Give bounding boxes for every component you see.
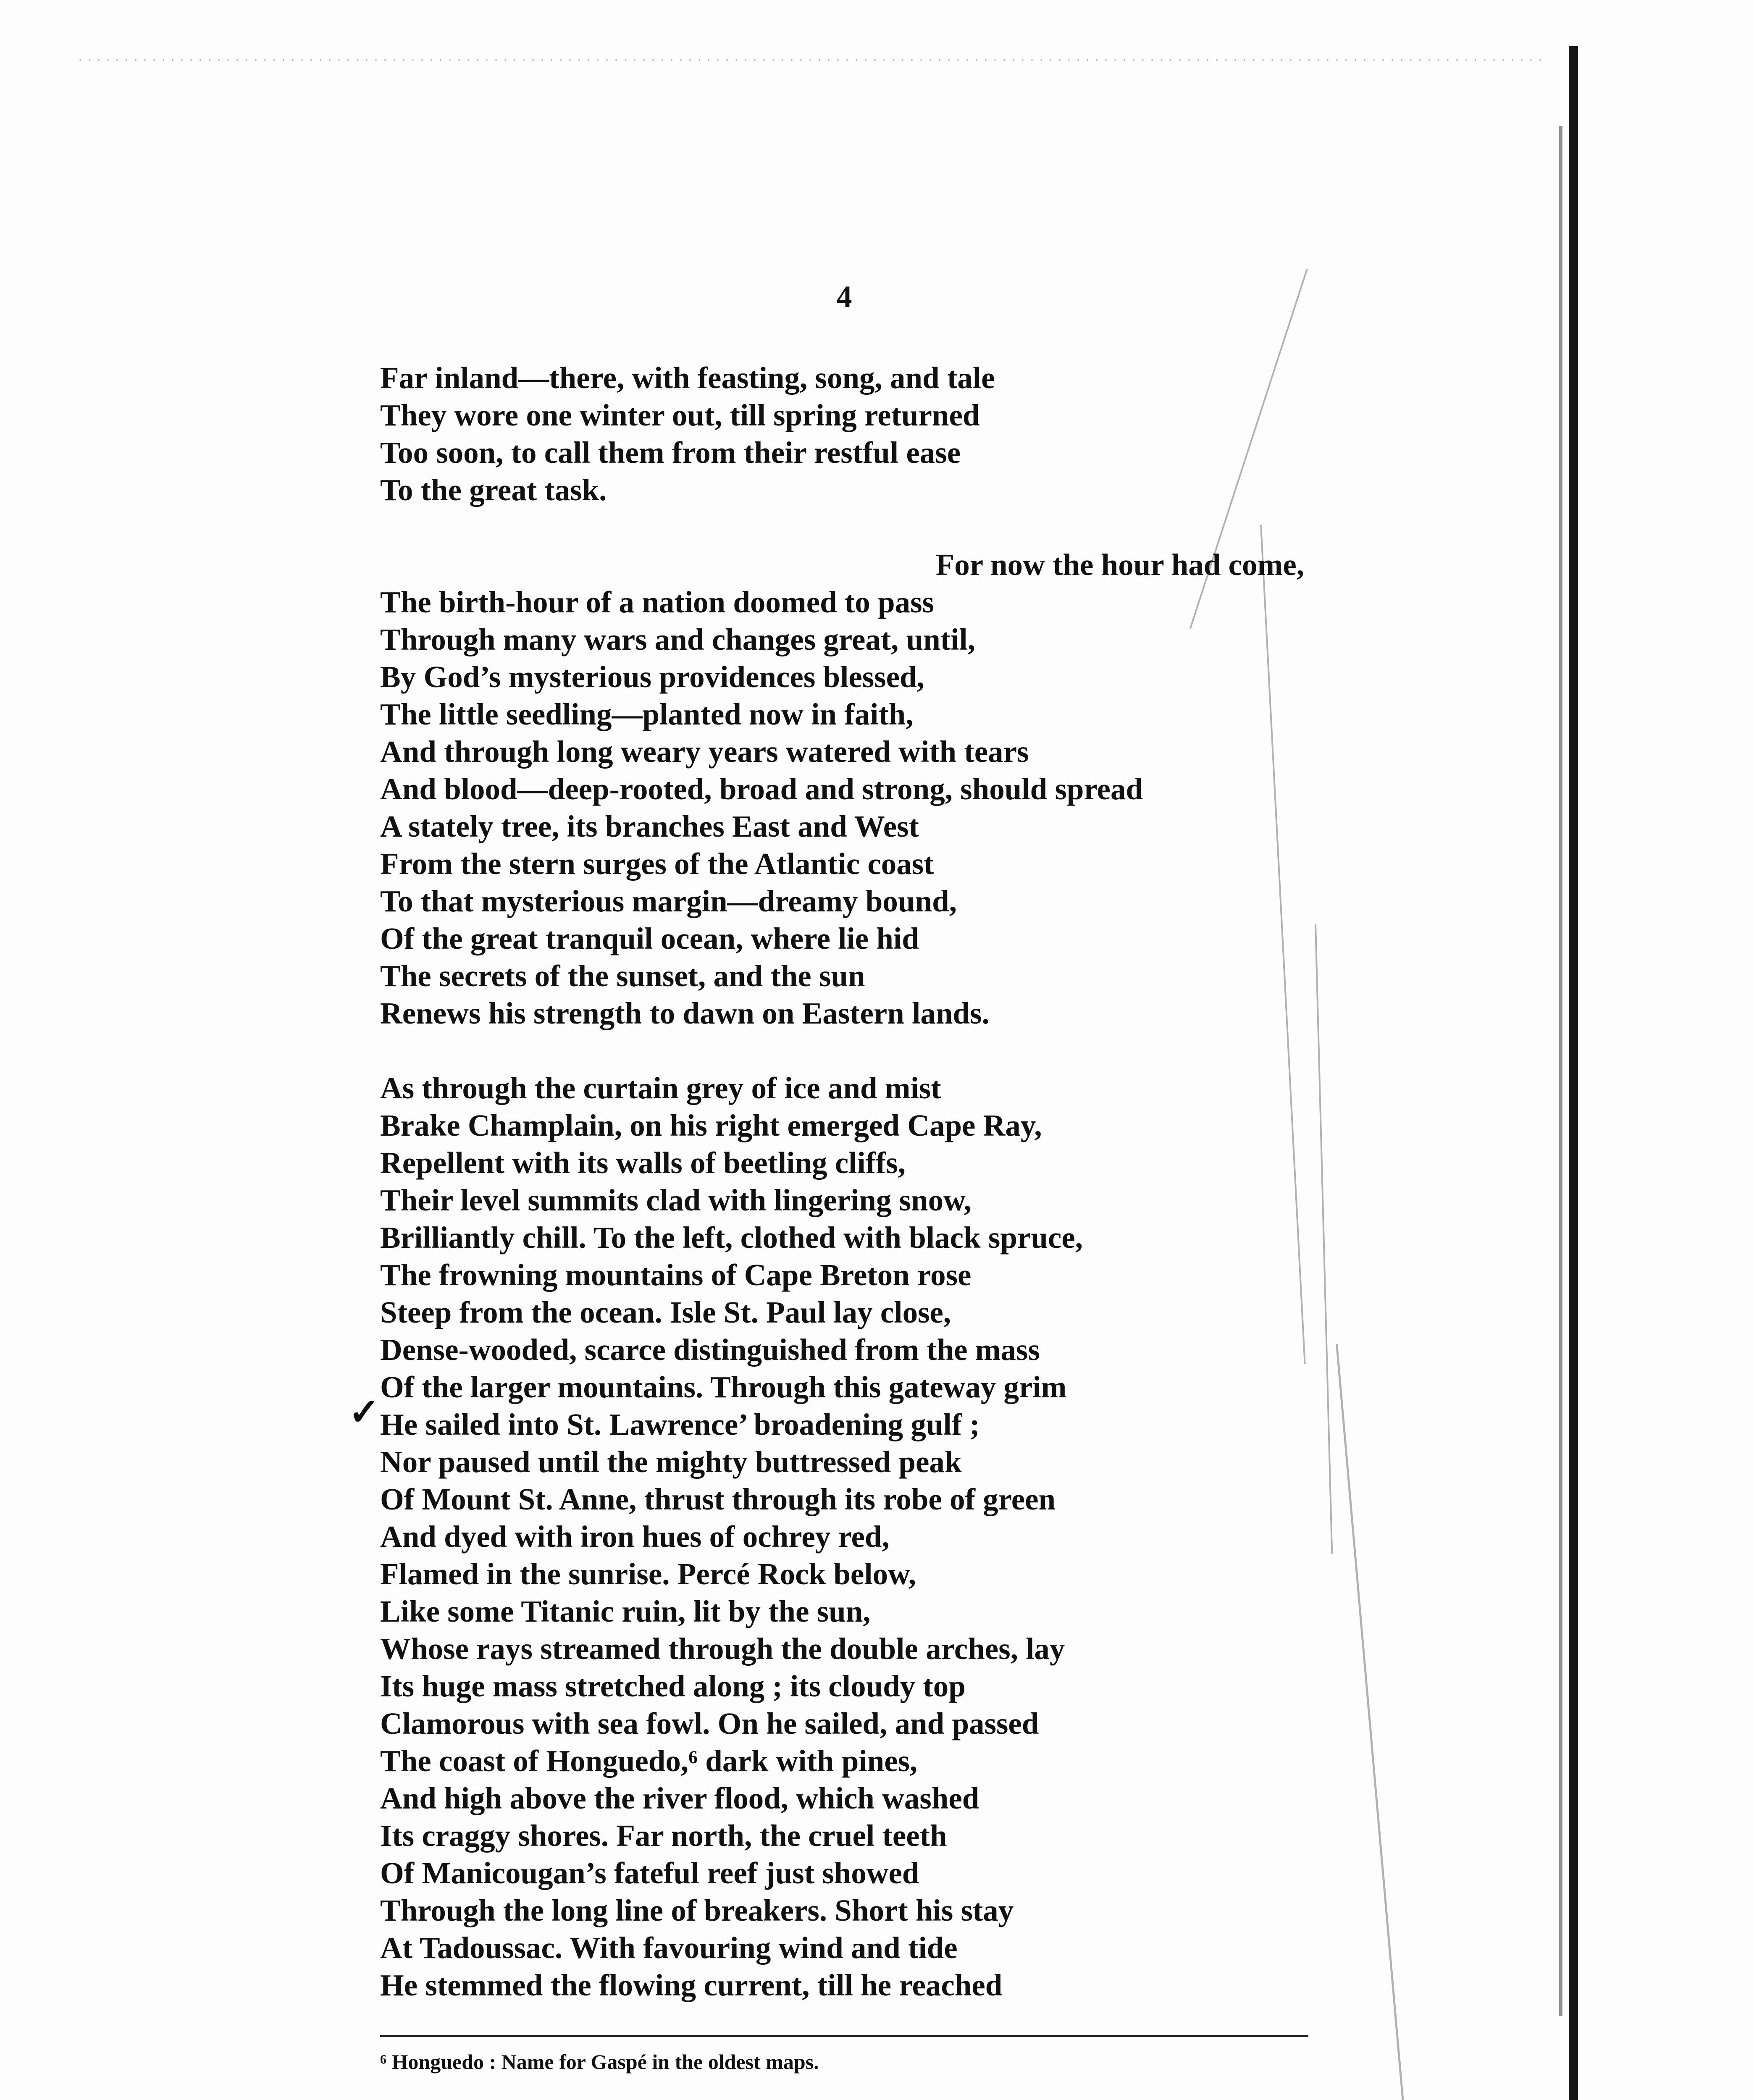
poem-line: Clamorous with sea fowl. On he sailed, and passed bbox=[380, 1706, 1039, 1740]
poem-line: At Tadoussac. With favouring wind and tide bbox=[380, 1931, 958, 1965]
poem-line: Nor paused until the mighty buttressed peak bbox=[380, 1445, 962, 1479]
poem-line: By God’s mysterious providences blessed, bbox=[380, 660, 924, 694]
poem-line: Of the larger mountains. Through this gateway grim bbox=[380, 1370, 1067, 1404]
poem-line: And high above the river flood, which washed bbox=[380, 1781, 979, 1815]
poem-line: To that mysterious margin—dreamy bound, bbox=[380, 884, 957, 918]
poem-line: Through many wars and changes great, until, bbox=[380, 622, 975, 656]
scan-edge-bar bbox=[1569, 46, 1578, 2100]
poem-line: Renews his strength to dawn on Eastern lands. bbox=[380, 996, 990, 1030]
poem-line: He sailed into St. Lawrence’ broadening gulf ; bbox=[380, 1407, 980, 1441]
scan-edge-shadow bbox=[1559, 126, 1562, 2016]
poem-line: Of Mount St. Anne, thrust through its robe of green bbox=[380, 1482, 1056, 1516]
poem-line: Its huge mass stretched along ; its cloudy top bbox=[380, 1669, 966, 1703]
poem-line: And through long weary years watered with tears bbox=[380, 735, 1029, 769]
poem-line: And dyed with iron hues of ochrey red, bbox=[380, 1520, 890, 1554]
poem-line: Of the great tranquil ocean, where lie hid bbox=[380, 921, 919, 956]
poem-body bbox=[380, 359, 1325, 2004]
stanza-gap bbox=[380, 1032, 1325, 1069]
poem-line: The secrets of the sunset, and the sun bbox=[380, 959, 865, 993]
poem-line: Whose rays streamed through the double arches, lay bbox=[380, 1632, 1065, 1666]
poem-line: They wore one winter out, till spring returned bbox=[380, 398, 980, 432]
footnote-rule bbox=[380, 2035, 1308, 2037]
poem-line: Its craggy shores. Far north, the cruel teeth bbox=[380, 1819, 947, 1853]
page-number: 4 bbox=[836, 280, 852, 314]
poem-line: Far inland—there, with feasting, song, and tale bbox=[380, 361, 995, 395]
poem-line: He stemmed the flowing current, till he reached bbox=[380, 1968, 1003, 2002]
poem-line: Brake Champlain, on his right emerged Cape Ray, bbox=[380, 1108, 1042, 1142]
poem-line: The frowning mountains of Cape Breton rose bbox=[380, 1258, 972, 1292]
poem-line: The little seedling—planted now in faith, bbox=[380, 697, 914, 731]
poem-line: Repellent with its walls of beetling cliffs, bbox=[380, 1146, 906, 1180]
poem-line: Flamed in the sunrise. Percé Rock below, bbox=[380, 1557, 916, 1591]
stanza-gap bbox=[380, 509, 1325, 546]
poem-line: Brilliantly chill. To the left, clothed with black spruce, bbox=[380, 1221, 1083, 1255]
footnote: ⁶ Honguedo : Name for Gaspé in the oldest maps. bbox=[380, 2050, 819, 2074]
poem-line: Through the long line of breakers. Short his stay bbox=[380, 1893, 1014, 1927]
poem-line: The coast of Honguedo,⁶ dark with pines, bbox=[380, 1744, 918, 1778]
poem-line: Steep from the ocean. Isle St. Paul lay close, bbox=[380, 1295, 951, 1329]
scan-noise-top bbox=[76, 59, 1546, 61]
poem-line: Of Manicougan’s fateful reef just showed bbox=[380, 1856, 919, 1890]
poem-line: And blood—deep-rooted, broad and strong, should spread bbox=[380, 772, 1143, 806]
poem-line: Dense-wooded, scarce distinguished from the mass bbox=[380, 1333, 1040, 1367]
scan-streak bbox=[1336, 1344, 1415, 2100]
checkmark-annotation: ✓ bbox=[349, 1392, 380, 1433]
poem-line: Too soon, to call them from their restful ease bbox=[380, 436, 961, 470]
poem-line: To the great task. bbox=[380, 473, 607, 507]
poem-line: The birth-hour of a nation doomed to pass bbox=[380, 585, 934, 619]
poem-line: Like some Titanic ruin, lit by the sun, bbox=[380, 1594, 871, 1628]
poem-line: Their level summits clad with lingering snow, bbox=[380, 1183, 972, 1217]
poem-line: From the stern surges of the Atlantic coast bbox=[380, 847, 934, 881]
poem-line: A stately tree, its branches East and West bbox=[380, 809, 919, 843]
poem-line: For now the hour had come, bbox=[935, 548, 1304, 582]
poem-line: As through the curtain grey of ice and mist bbox=[380, 1071, 941, 1105]
